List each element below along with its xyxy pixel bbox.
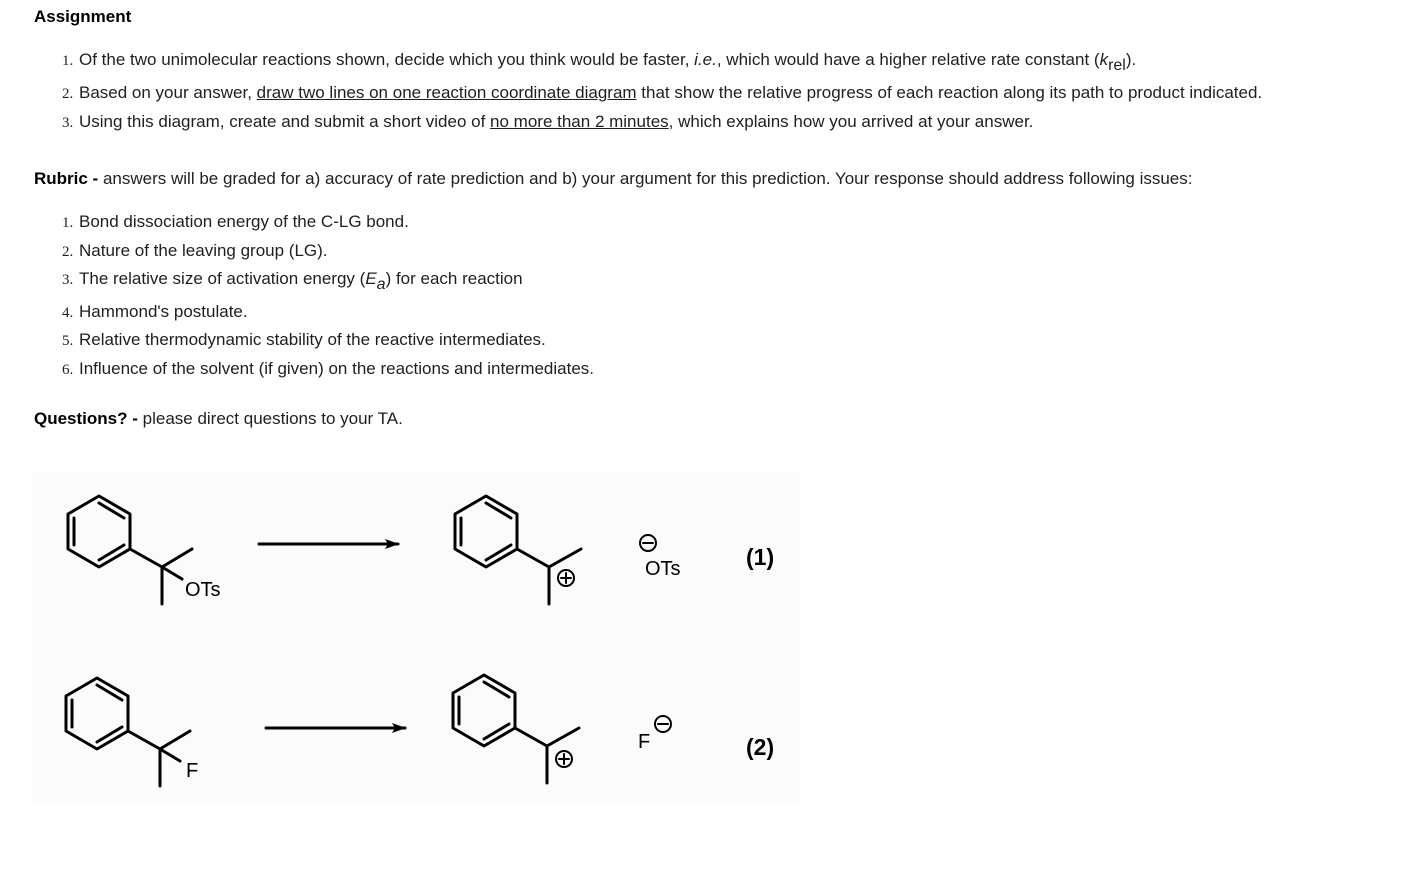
k-subscript: rel [1108,57,1126,74]
item-number: 6. [62,362,74,378]
item-number: 5. [62,333,74,349]
product-1-anion: OTs [645,558,681,580]
item-text-post: ). [1125,50,1137,69]
rubric-text: answers will be graded for a) accuracy of rate prediction and b) your argument for this prediction. Your response should address following issues: [98,169,1193,188]
assignment-heading: Assignment [34,7,132,26]
rubric-paragraph [34,169,1193,189]
item-number: 3. [62,115,74,131]
item-text-post: , which explains how you arrived at your answer. [668,112,1034,131]
item-number: 2. [62,86,74,102]
item-text-post: that show the relative progress of each reaction along its path to product indicated. [636,83,1263,102]
reactant-2-structure [66,678,190,786]
rubric-item-2 [62,241,328,261]
reaction-scheme-svg [32,472,800,804]
rubric-item-1 [62,212,409,232]
item-text: Bond dissociation energy of the C-LG bond. [79,212,409,231]
item-text: Of the two unimolecular reactions shown, decide which you think would be faster, [79,50,695,69]
item-number: 1. [62,215,74,231]
item-text-post: ) for each reaction [385,269,523,288]
underlined-instruction: no more than 2 minutes [490,112,669,131]
item-text: Influence of the solvent (if given) on the reactions and intermediates. [79,359,595,378]
cation-charge-2 [556,751,572,767]
k-symbol: k [1099,50,1109,69]
reactant-2-leaving-group: F [186,760,199,782]
aryl-carbon-bond [130,549,162,567]
benzene-ring [68,496,130,567]
ie-text: i.e. [694,50,717,69]
item-text: The relative size of activation energy ( [79,269,366,288]
anion-charge-2 [655,716,671,732]
e-symbol: E [365,269,377,288]
questions-text: please direct questions to your TA. [137,409,403,428]
questions-label: Questions? - [34,409,138,428]
carbon-leaving-group-bond [162,567,182,579]
rubric-item-4 [62,302,248,322]
item-number: 3. [62,272,74,288]
carbocation-1-structure [455,496,581,604]
item-number: 1. [62,53,74,69]
e-subscript: a [376,276,386,293]
reaction-2-number: (2) [746,734,775,760]
item-number: 4. [62,305,74,321]
reactant-1-structure [68,496,192,604]
product-2-anion: F [638,731,651,753]
item-text: Using this diagram, create and submit a short video of [79,112,491,131]
cation-charge-1 [558,570,574,586]
assignment-item-2 [62,83,1262,103]
rubric-item-5 [62,330,546,350]
rubric-item-3 [62,269,523,294]
item-number: 2. [62,244,74,260]
underlined-instruction: draw two lines on one reaction coordinate diagram [256,83,637,102]
item-text-mid: , which would have a higher relative rate constant ( [716,50,1100,69]
assignment-item-3 [62,112,1033,132]
rubric-item-6 [62,359,594,379]
questions-paragraph [34,409,403,429]
assignment-item-1 [62,50,1136,75]
item-text: Based on your answer, [79,83,257,102]
item-text: Relative thermodynamic stability of the reactive intermediates. [79,330,546,349]
item-text: Nature of the leaving group (LG). [79,241,328,260]
anion-charge-1 [640,535,656,551]
reactant-1-leaving-group: OTs [185,579,221,601]
reaction-1-number: (1) [746,544,775,570]
reaction-scheme-figure [32,472,800,804]
rubric-label: Rubric - [34,169,99,188]
item-text: Hammond's postulate. [79,302,248,321]
